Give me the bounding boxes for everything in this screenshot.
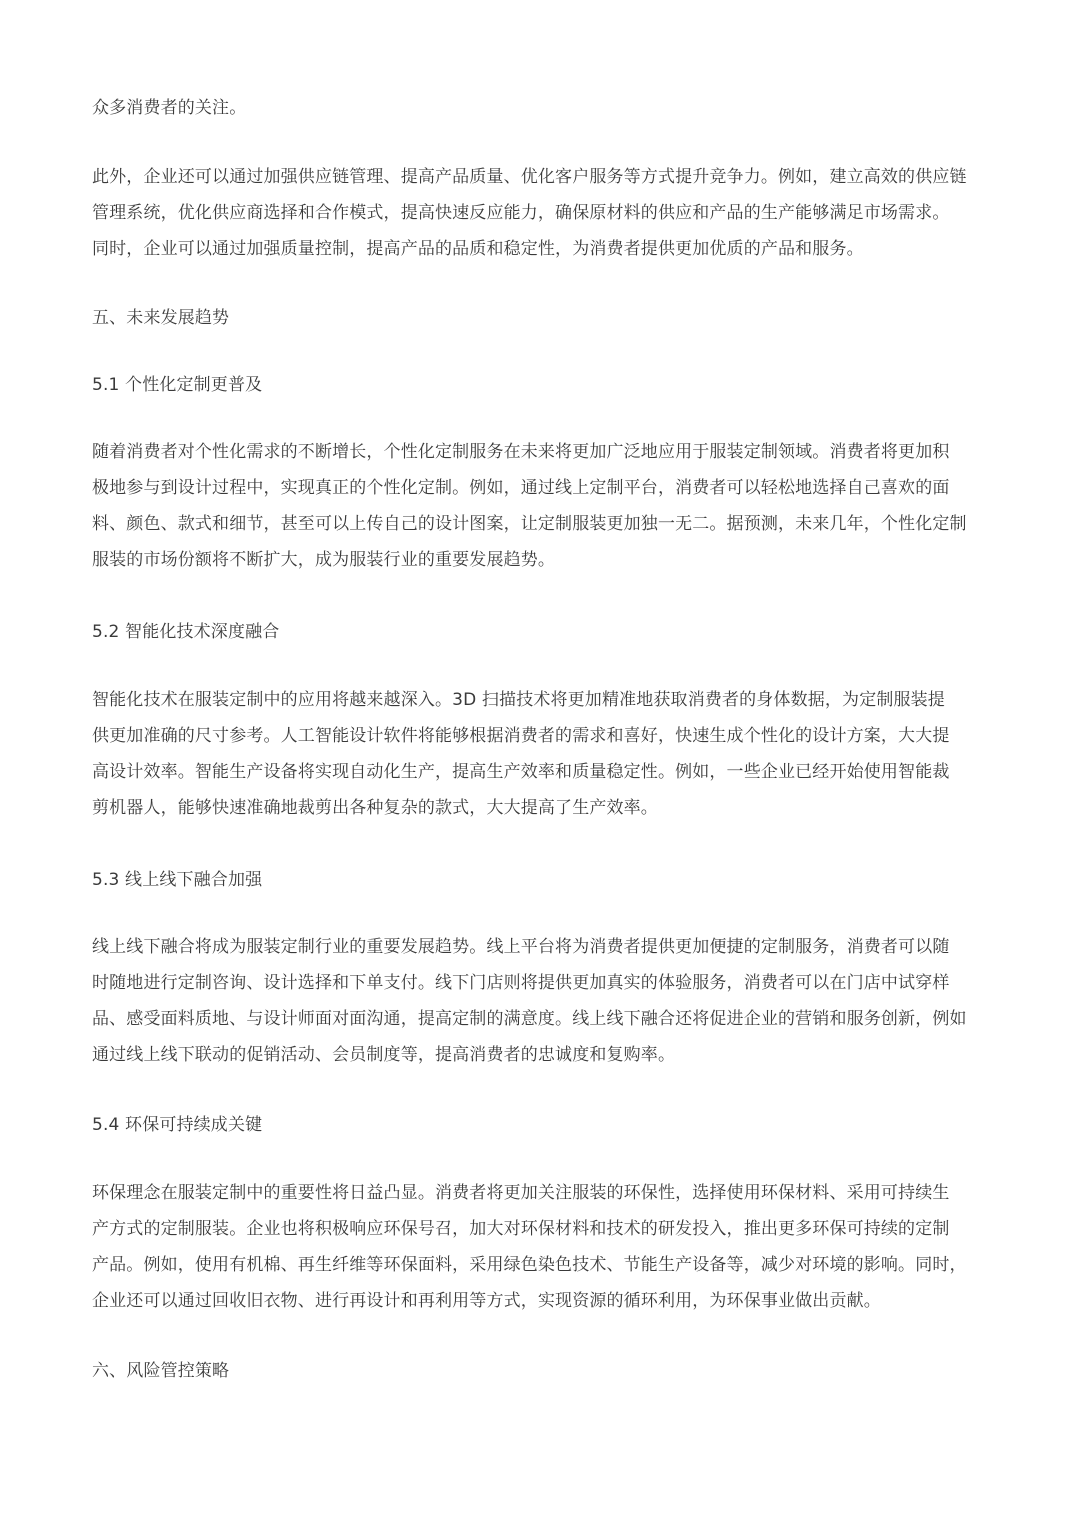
paragraph-5-4: [92, 1175, 990, 1319]
text-line: 产品。例如，使用有机棉、再生纤维等环保面料，采用绿色染色技术、节能生产设备等，减少对环境的影响。同时，: [92, 1255, 967, 1275]
text-line: 通过线上线下联动的促销活动、会员制度等，提高消费者的忠诚度和复购率。: [92, 1045, 676, 1065]
text-line: 极地参与到设计过程中，实现真正的个性化定制。例如，通过线上定制平台，消费者可以轻松地选择自己喜欢的面: [92, 478, 950, 498]
heading-text: 5.3 线上线下融合加强: [92, 870, 263, 890]
text-line: 服装的市场份额将不断扩大，成为服装行业的重要发展趋势。: [92, 550, 556, 570]
heading-text: 5.2 智能化技术深度融合: [92, 622, 280, 642]
text-line: 供更加准确的尺寸参考。人工智能设计软件将能够根据消费者的需求和喜好，快速生成个性化的设计方案，大大提: [92, 726, 950, 746]
subsection-heading-5-3: [92, 862, 990, 898]
subsection-heading-5-4: [92, 1107, 990, 1143]
text-line: 同时，企业可以通过加强质量控制，提高产品的品质和稳定性，为消费者提供更加优质的产品和服务。: [92, 239, 864, 259]
heading-text: 五、未来发展趋势: [92, 308, 230, 328]
text-line: 时随地进行定制咨询、设计选择和下单支付。线下门店则将提供更加真实的体验服务，消费者可以在门店中试穿样: [92, 973, 950, 993]
paragraph-attention: [92, 90, 990, 126]
text-line: 品、感受面料质地、与设计师面对面沟通，提高定制的满意度。线上线下融合还将促进企业的营销和服务创新，例如: [92, 1009, 967, 1029]
paragraph-5-3: [92, 929, 990, 1073]
text-line: 此外，企业还可以通过加强供应链管理、提高产品质量、优化客户服务等方式提升竞争力。例如，建立高效的供应链: [92, 167, 967, 187]
subsection-heading-5-1: [92, 367, 990, 403]
text-line: 智能化技术在服装定制中的应用将越来越深入。3D 扫描技术将更加精准地获取消费者的身体数据，为定制服装提: [92, 690, 945, 710]
text-line: 线上线下融合将成为服装定制行业的重要发展趋势。线上平台将为消费者提供更加便捷的定制服务，消费者可以随: [92, 937, 950, 957]
text-line: 剪机器人，能够快速准确地裁剪出各种复杂的款式，大大提高了生产效率。: [92, 798, 658, 818]
text-line: 料、颜色、款式和细节，甚至可以上传自己的设计图案，让定制服装更加独一无二。据预测，未来几年，个性化定制: [92, 514, 967, 534]
section-heading-future-trends: [92, 300, 990, 336]
paragraph-5-2: [92, 682, 990, 826]
text-line: 众多消费者的关注。: [92, 98, 247, 118]
text-line: 环保理念在服装定制中的重要性将日益凸显。消费者将更加关注服装的环保性，选择使用环保材料、采用可持续生: [92, 1183, 950, 1203]
section-heading-risk-control: [92, 1353, 990, 1389]
text-line: 高设计效率。智能生产设备将实现自动化生产，提高生产效率和质量稳定性。例如，一些企业已经开始使用智能裁: [92, 762, 950, 782]
paragraph-competitiveness: [92, 159, 990, 267]
subsection-heading-5-2: [92, 614, 990, 650]
heading-text: 5.4 环保可持续成关键: [92, 1115, 263, 1135]
text-line: 企业还可以通过回收旧衣物、进行再设计和再利用等方式，实现资源的循环利用，为环保事业做出贡献。: [92, 1291, 881, 1311]
text-line: 管理系统，优化供应商选择和合作模式，提高快速反应能力，确保原材料的供应和产品的生产能够满足市场需求。: [92, 203, 950, 223]
text-line: 产方式的定制服装。企业也将积极响应环保号召，加大对环保材料和技术的研发投入，推出更多环保可持续的定制: [92, 1219, 950, 1239]
text-line: 随着消费者对个性化需求的不断增长，个性化定制服务在未来将更加广泛地应用于服装定制领域。消费者将更加积: [92, 442, 950, 462]
heading-text: 六、风险管控策略: [92, 1361, 230, 1381]
paragraph-5-1: [92, 434, 990, 578]
heading-text: 5.1 个性化定制更普及: [92, 375, 263, 395]
